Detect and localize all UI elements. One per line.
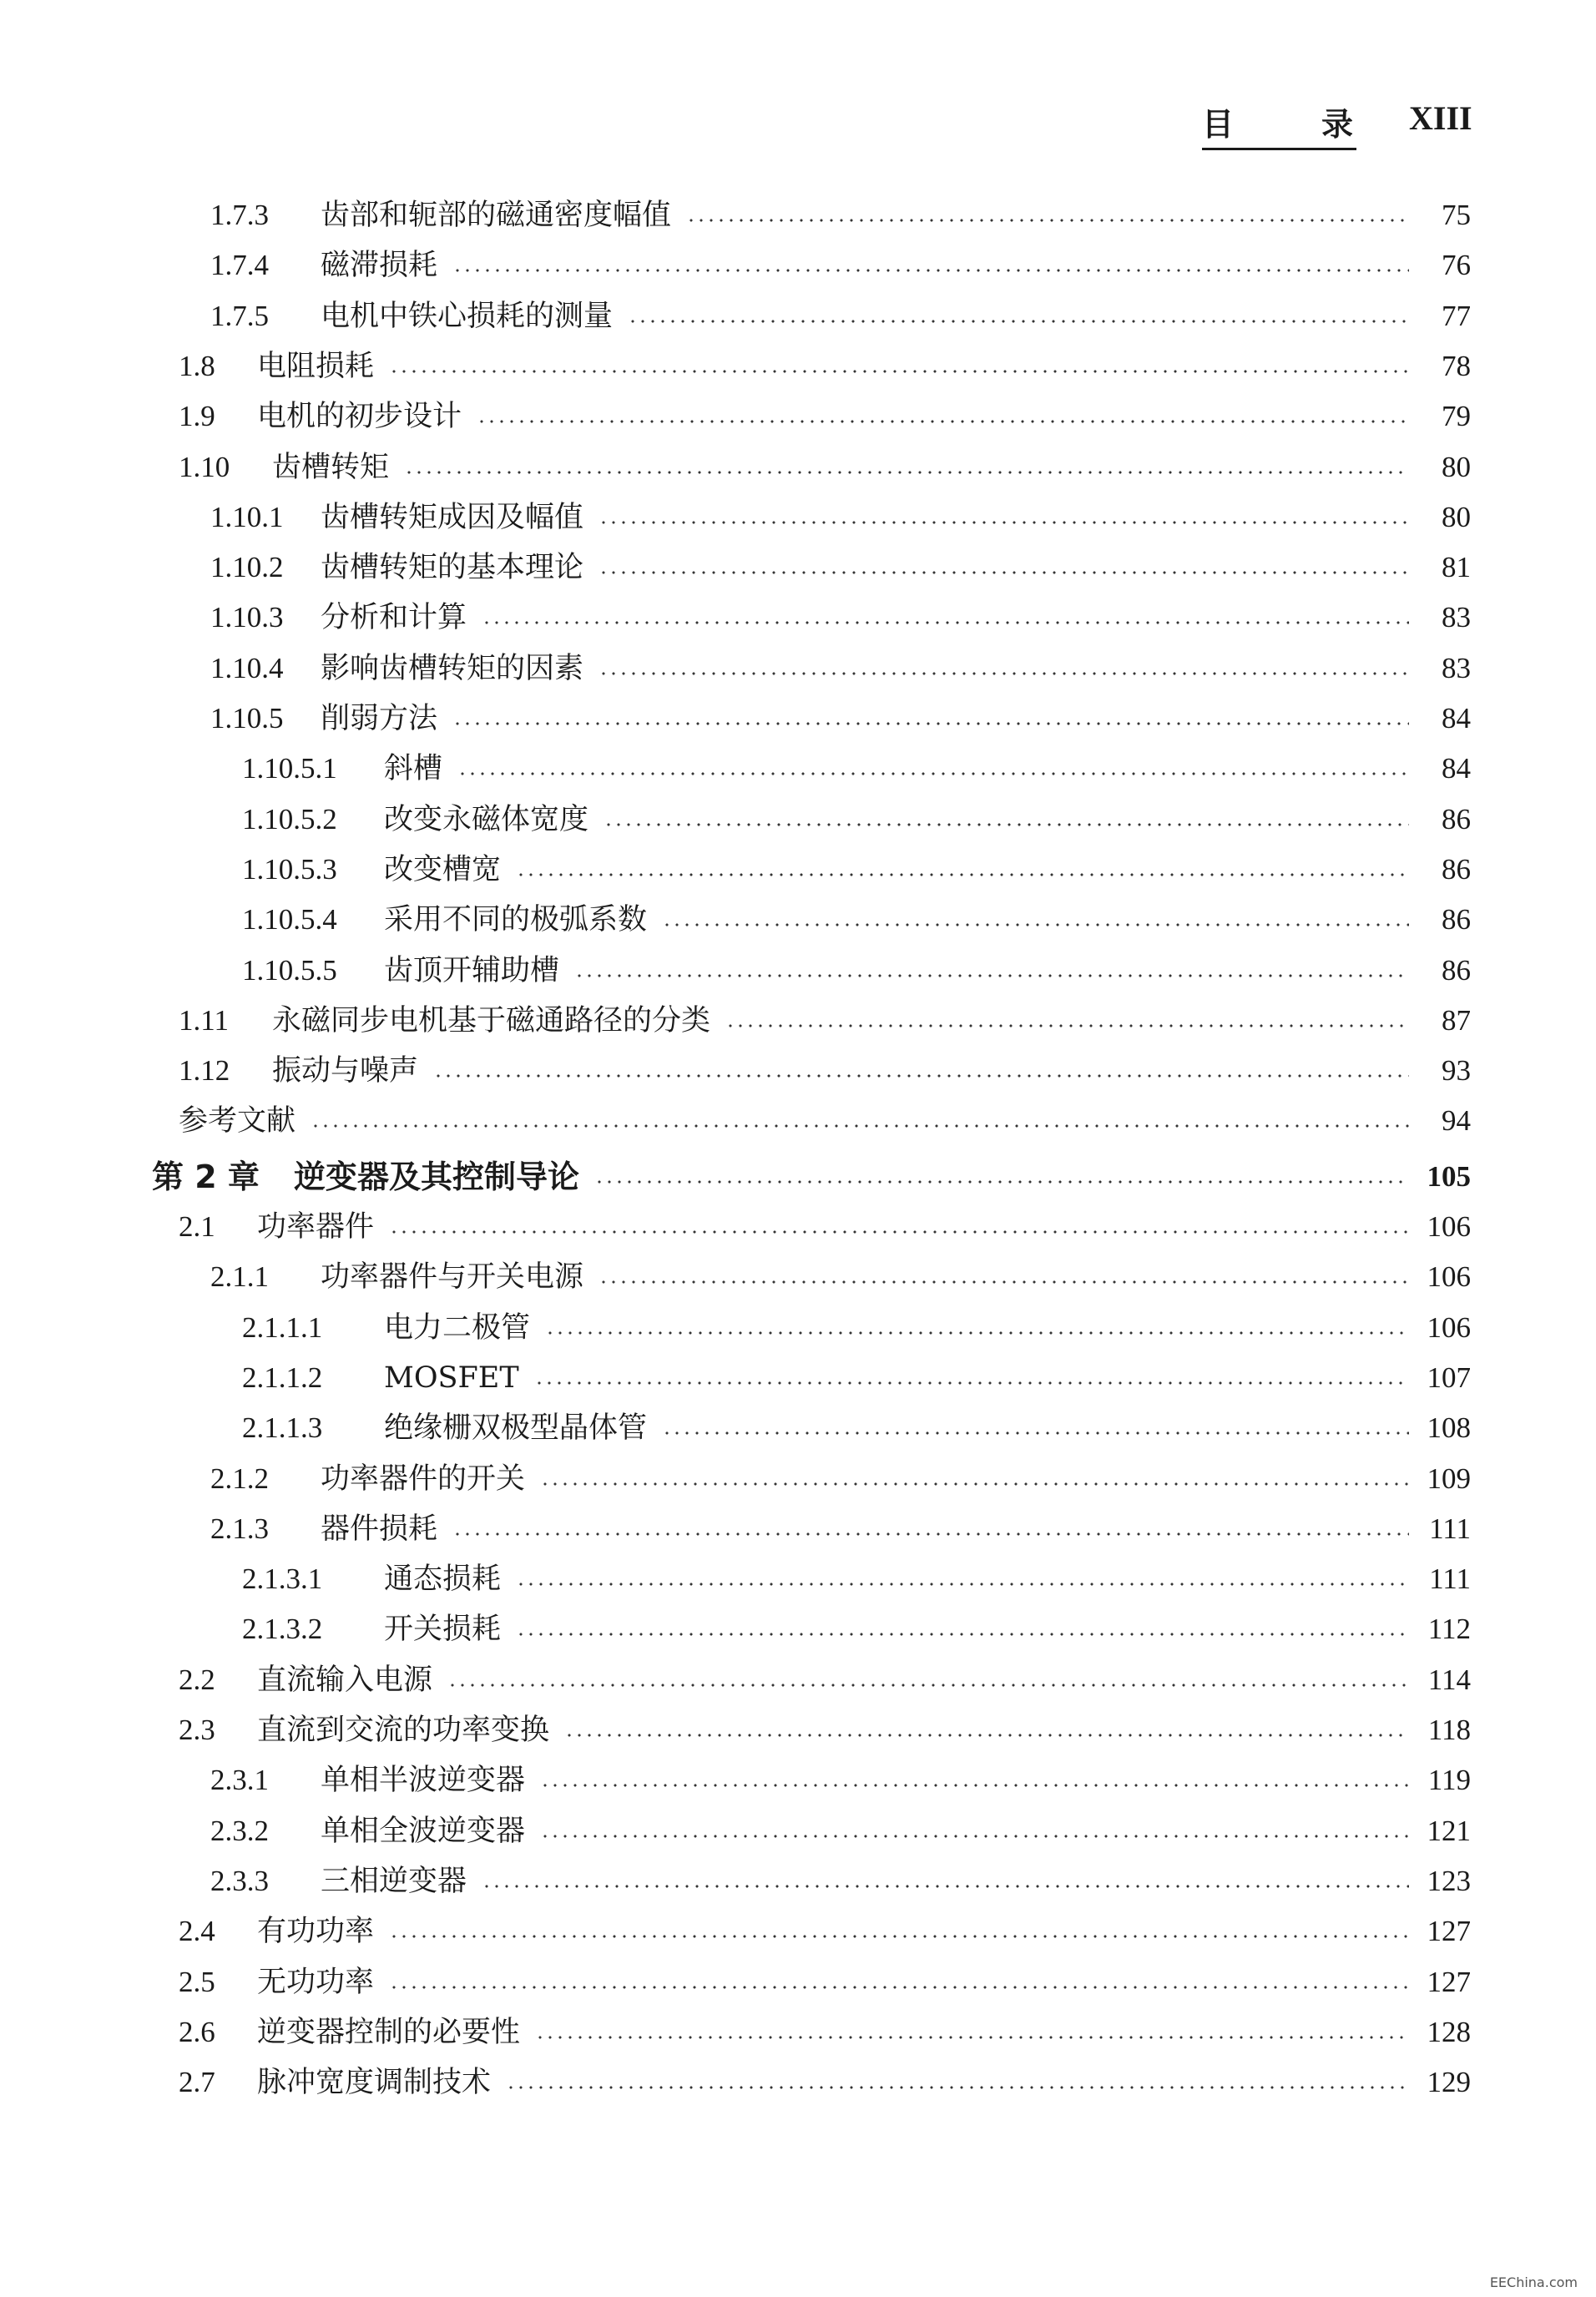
toc-entry[interactable]: [179, 444, 1471, 486]
entry-page-number: 86: [1442, 953, 1471, 987]
entry-title: 开关损耗: [384, 1613, 502, 1647]
entry-page-number: 84: [1442, 752, 1471, 785]
toc-entry[interactable]: [242, 846, 1471, 888]
entry-title: 器件损耗: [321, 1512, 438, 1546]
entry-title: 单相全波逆变器: [321, 1814, 526, 1848]
entry-page-number: 108: [1427, 1411, 1471, 1445]
entry-title: 电阻损耗: [257, 349, 375, 383]
entry-number: 2.3.3: [210, 1864, 269, 1897]
entry-title: 功率器件的开关: [321, 1461, 526, 1496]
toc-entry[interactable]: [242, 796, 1471, 838]
entry-title: 影响齿槽转矩的因素: [321, 651, 584, 685]
entry-page-number: 76: [1442, 249, 1471, 282]
entry-number: 1.10.5.3: [242, 852, 337, 886]
toc-entry[interactable]: [242, 947, 1471, 989]
toc-entry[interactable]: [179, 1048, 1471, 1089]
toc-entry[interactable]: [210, 1456, 1471, 1497]
toc-entry[interactable]: [242, 1405, 1471, 1446]
leader-dots: [534, 1373, 1409, 1388]
toc-entry[interactable]: [210, 1254, 1471, 1295]
header-title-char-2: 录: [1321, 105, 1356, 143]
header-title-char-1: 目: [1202, 105, 1238, 143]
entry-number: 1.7.4: [210, 249, 269, 282]
entry-number: 2.1.1: [210, 1260, 269, 1294]
entry-number: 1.10.5.1: [242, 752, 337, 785]
entry-number: 1.10: [179, 450, 230, 483]
entry-page-number: 84: [1442, 702, 1471, 735]
entry-page-number: 105: [1427, 1159, 1471, 1193]
leader-dots: [598, 512, 1409, 528]
toc-entry[interactable]: [210, 192, 1471, 234]
entry-page-number: 86: [1442, 903, 1471, 936]
entry-title: 采用不同的极弧系数: [384, 903, 648, 937]
watermark: EEChina.com: [1489, 2274, 1578, 2290]
toc-entry[interactable]: [210, 242, 1471, 284]
entry-page-number: 93: [1442, 1054, 1471, 1088]
entry-title: 齿槽转矩: [272, 450, 390, 484]
entry-title: 改变永磁体宽度: [384, 802, 589, 836]
entry-number: 1.10.5.5: [242, 953, 337, 987]
entry-title: 齿槽转矩的基本理论: [321, 551, 584, 585]
leader-dots: [452, 714, 1409, 729]
entry-title: 无功功率: [257, 1965, 375, 1999]
entry-page-number: 86: [1442, 802, 1471, 836]
entry-number: 1.10.5: [210, 702, 284, 735]
entry-page-number: 80: [1442, 450, 1471, 483]
leader-dots: [725, 1016, 1409, 1031]
entry-number: 2.1.3.2: [242, 1613, 323, 1646]
leader-dots: [662, 1423, 1409, 1438]
entry-page-number: 127: [1427, 1965, 1471, 1998]
toc-entry[interactable]: [210, 1506, 1471, 1547]
entry-page-number: 112: [1427, 1613, 1471, 1646]
entry-page-number: 106: [1427, 1260, 1471, 1294]
entry-page-number: 83: [1442, 651, 1471, 684]
entry-title: 逆变器控制的必要性: [257, 2015, 521, 2049]
leader-dots: [540, 1826, 1409, 1841]
page-header: [1202, 98, 1472, 149]
entry-page-number: 127: [1427, 1915, 1471, 1948]
leader-dots: [482, 1876, 1409, 1891]
entry-title: 电机中铁心损耗的测量: [321, 299, 614, 333]
leader-dots: [574, 966, 1409, 981]
entry-title: 逆变器及其控制导论: [294, 1158, 580, 1195]
entry-title: 电机的初步设计: [257, 400, 462, 434]
toc-entry[interactable]: [179, 1098, 1471, 1139]
entry-number: 2.1.1.3: [242, 1411, 323, 1445]
toc-entry[interactable]: [179, 343, 1471, 385]
entry-title: 改变槽宽: [384, 852, 502, 886]
entry-title: 斜槽: [384, 752, 443, 786]
entry-title: 单相半波逆变器: [321, 1764, 526, 1798]
leader-dots: [482, 613, 1409, 628]
leader-dots: [540, 1775, 1409, 1790]
leader-dots: [686, 210, 1409, 225]
entry-title: MOSFET: [384, 1361, 519, 1395]
entry-page-number: 111: [1429, 1512, 1471, 1545]
entry-number: 2.1.2: [210, 1461, 269, 1495]
toc-entry[interactable]: [210, 1757, 1471, 1799]
toc-entry[interactable]: [242, 896, 1471, 938]
leader-dots: [516, 1624, 1409, 1639]
entry-page-number: 83: [1442, 601, 1471, 634]
header-page-number: XIII: [1409, 99, 1472, 137]
leader-dots: [662, 915, 1409, 930]
entry-page-number: 128: [1427, 2015, 1471, 2048]
toc-entry[interactable]: [210, 695, 1471, 737]
leader-dots: [389, 361, 1409, 376]
entry-number: 2.1.3.1: [242, 1562, 323, 1596]
entry-number: 2.5: [179, 1965, 215, 1998]
entry-number: 2.3.2: [210, 1814, 269, 1847]
leader-dots: [540, 1474, 1409, 1489]
entry-title: 分析和计算: [321, 601, 467, 635]
entry-number: 1.11: [179, 1003, 229, 1037]
entry-page-number: 121: [1427, 1814, 1471, 1847]
entry-number: 2.1.1.1: [242, 1310, 323, 1344]
toc-entry[interactable]: [179, 997, 1471, 1039]
toc-entry[interactable]: [210, 594, 1471, 636]
entry-number: 2.2: [179, 1663, 215, 1696]
entry-number: 1.9: [179, 400, 215, 433]
entry-page-number: 106: [1427, 1210, 1471, 1243]
header-title: [1202, 98, 1356, 150]
leader-dots: [594, 1172, 1409, 1187]
leader-dots: [516, 865, 1409, 880]
toc-entry[interactable]: [179, 393, 1471, 435]
entry-number: 1.10.4: [210, 651, 284, 684]
leader-dots: [564, 1725, 1409, 1740]
toc-entry[interactable]: [210, 494, 1471, 536]
leader-dots: [389, 1222, 1409, 1237]
entry-number: 1.8: [179, 349, 215, 382]
entry-number: 1.10.5.4: [242, 903, 337, 936]
toc-entry[interactable]: [210, 1858, 1471, 1900]
toc-entry[interactable]: [242, 1606, 1471, 1648]
toc-entry[interactable]: [179, 1657, 1471, 1699]
leader-dots: [598, 563, 1409, 578]
toc-entry[interactable]: [179, 1908, 1471, 1950]
entry-page-number: 107: [1427, 1361, 1471, 1394]
leader-dots: [389, 1926, 1409, 1941]
leader-dots: [598, 1272, 1409, 1287]
leader-dots: [628, 311, 1409, 326]
entry-number: 2.3.1: [210, 1764, 269, 1797]
entry-title: 齿槽转矩成因及幅值: [321, 500, 584, 534]
entry-title: 电力二极管: [384, 1310, 531, 1345]
entry-title: 直流到交流的功率变换: [257, 1714, 550, 1747]
toc-entry[interactable]: [179, 1204, 1471, 1245]
entry-number: 2.1.3: [210, 1512, 269, 1545]
entry-page-number: 106: [1427, 1310, 1471, 1344]
entry-page-number: 79: [1442, 400, 1471, 433]
toc-entry[interactable]: [210, 293, 1471, 335]
leader-dots: [506, 2077, 1409, 2093]
leader-dots: [604, 815, 1409, 830]
entry-number: 1.12: [179, 1054, 230, 1088]
entry-number: 第 2 章: [152, 1158, 260, 1195]
entry-title: 功率器件: [257, 1210, 375, 1244]
entry-page-number: 119: [1427, 1764, 1471, 1797]
toc-entry[interactable]: [242, 1355, 1471, 1396]
entry-number: 1.7.3: [210, 199, 269, 231]
entry-title: 参考文献: [179, 1104, 296, 1138]
toc-entry[interactable]: [179, 1959, 1471, 2001]
entry-title: 齿部和轭部的磁通密度幅值: [321, 199, 672, 232]
entry-number: 1.10.5.2: [242, 802, 337, 836]
toc-entry[interactable]: [210, 1808, 1471, 1850]
entry-title: 磁滞损耗: [321, 249, 438, 283]
entry-page-number: 111: [1429, 1562, 1471, 1596]
entry-number: 2.1.1.2: [242, 1361, 323, 1394]
entry-page-number: 75: [1442, 199, 1471, 231]
leader-dots: [404, 462, 1409, 477]
toc-entry[interactable]: [210, 645, 1471, 687]
entry-number: 2.1: [179, 1210, 215, 1243]
entry-page-number: 80: [1442, 500, 1471, 533]
entry-title: 永磁同步电机基于磁通路径的分类: [272, 1003, 711, 1037]
entry-page-number: 94: [1442, 1104, 1471, 1138]
toc-entry[interactable]: [179, 2059, 1471, 2101]
leader-dots: [516, 1574, 1409, 1589]
entry-page-number: 87: [1442, 1003, 1471, 1037]
toc-entry[interactable]: [179, 2009, 1471, 2051]
entry-number: 1.10.2: [210, 551, 284, 584]
entry-page-number: 81: [1442, 551, 1471, 584]
entry-title: 直流输入电源: [257, 1663, 433, 1697]
entry-number: 2.6: [179, 2015, 215, 2048]
entry-title: 功率器件与开关电源: [321, 1260, 584, 1295]
leader-dots: [457, 764, 1409, 779]
entry-page-number: 118: [1427, 1714, 1471, 1746]
entry-title: 削弱方法: [321, 702, 438, 735]
toc-entry[interactable]: [242, 1305, 1471, 1346]
entry-number: 1.10.1: [210, 500, 284, 533]
entry-number: 1.7.5: [210, 299, 269, 332]
entry-title: 绝缘栅双极型晶体管: [384, 1411, 648, 1446]
toc-entry[interactable]: [242, 745, 1471, 787]
entry-page-number: 86: [1442, 852, 1471, 886]
leader-dots: [447, 1675, 1409, 1690]
chapter-entry[interactable]: [152, 1154, 1471, 1195]
leader-dots: [433, 1066, 1409, 1081]
leader-dots: [545, 1323, 1409, 1338]
entry-number: 2.7: [179, 2066, 215, 2099]
entry-page-number: 123: [1427, 1864, 1471, 1897]
toc-entry[interactable]: [179, 1707, 1471, 1749]
leader-dots: [535, 2027, 1409, 2042]
leader-dots: [452, 1524, 1409, 1539]
entry-page-number: 129: [1427, 2066, 1471, 2099]
entry-title: 三相逆变器: [321, 1864, 467, 1898]
entry-title: 振动与噪声: [272, 1054, 419, 1088]
entry-number: 1.10.3: [210, 601, 284, 634]
entry-page-number: 109: [1427, 1461, 1471, 1495]
entry-page-number: 77: [1442, 299, 1471, 332]
leader-dots: [477, 411, 1409, 427]
toc-entry[interactable]: [242, 1556, 1471, 1598]
entry-title: 有功功率: [257, 1915, 375, 1949]
entry-title: 通态损耗: [384, 1562, 502, 1597]
leader-dots: [598, 664, 1409, 679]
leader-dots: [389, 1977, 1409, 1992]
entry-title: 齿顶开辅助槽: [384, 953, 560, 987]
entry-page-number: 114: [1427, 1663, 1471, 1696]
entry-page-number: 78: [1442, 349, 1471, 382]
entry-number: 2.3: [179, 1714, 215, 1746]
leader-dots: [311, 1116, 1409, 1131]
entry-title: 脉冲宽度调制技术: [257, 2066, 492, 2100]
toc-entry[interactable]: [210, 544, 1471, 586]
leader-dots: [452, 260, 1409, 275]
entry-number: 2.4: [179, 1915, 215, 1948]
